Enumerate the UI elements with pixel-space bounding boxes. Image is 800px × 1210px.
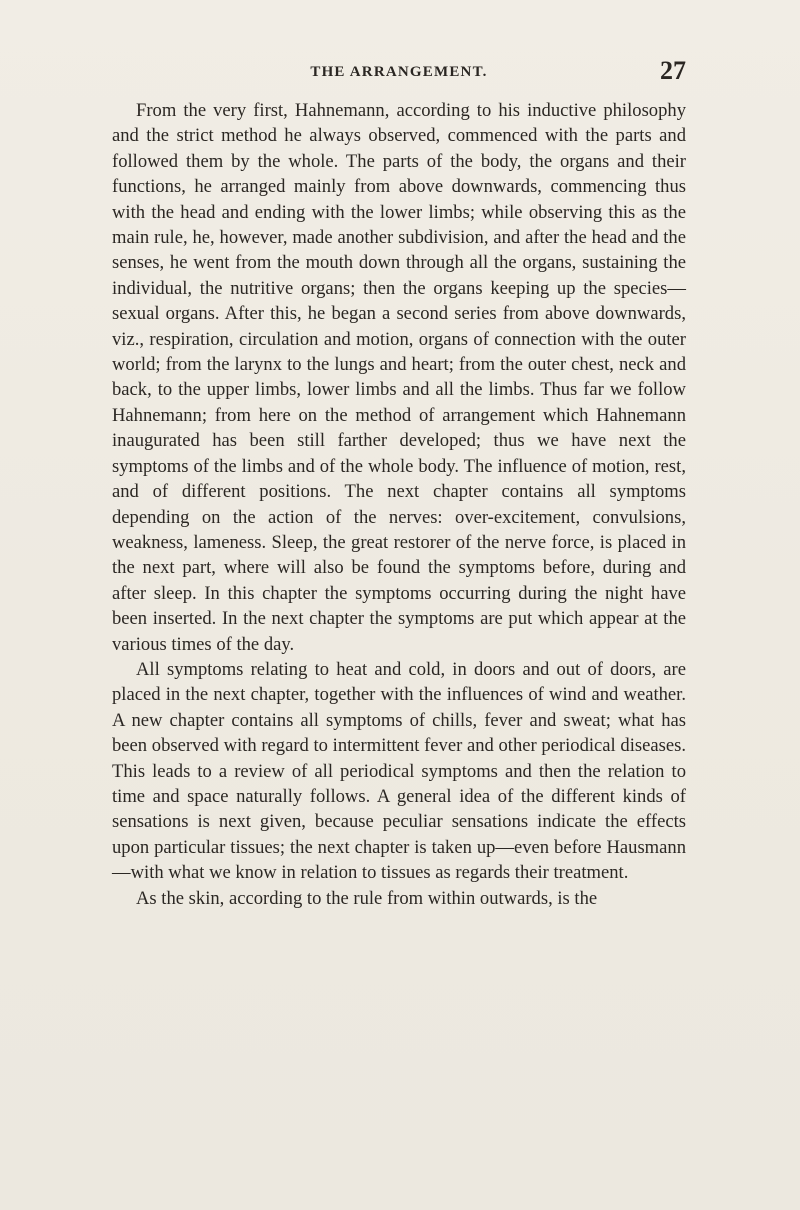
body-text xyxy=(112,98,686,911)
page-header xyxy=(112,56,686,88)
paragraph-3: As the skin, according to the rule from within outwards, is the xyxy=(136,887,598,909)
paragraph-1: From the very first, Hahnemann, according to his inductive philosophy and the strict method he always observed, commenced with the parts and followed them by the whole. The parts of the body, the organs and their functions, he arranged mainly from above downwards, commencing thus with the head and ending with the lower limbs; while observing this as the main rule, he, however, made another subdivision, and after the head and the senses, he went from the mouth down through all the organs, sustaining the individual, the nutritive organs; then the organs keeping up the species—sexual organs. After this, he began a second series from above downwards, viz., respiration, circulation and motion, organs of connection with the outer world; from the larynx to the lungs and heart; from the outer chest, neck and back, to the upper limbs, lower limbs and all the limbs. Thus far we follow Hahnemann; from here on the method of arrangement which Hahnemann inaugurated has been still farther developed; thus we have next the symptoms of the limbs and of the whole body. The influence of motion, rest, and of different positions. The next chapter contains all symptoms depending on the action of the nerves: over-excitement, convulsions, weakness, lameness. Sleep, the great restorer of the nerve force, is placed in the next part, where will also be found the symptoms before, during and after sleep. In this chapter the symptoms occurring during the night have been inserted. In the next chapter the symptoms are put which appear at the various times of the day. xyxy=(112,100,686,655)
running-head: THE ARRANGEMENT. xyxy=(310,64,488,80)
paragraph-2: All symptoms relating to heat and cold, in doors and out of doors, are placed in the next chapter, together with the influences of wind and weather. A new chapter contains all symptoms of chills, fever and sweat; what has been observed with regard to intermittent fever and other periodical diseases. This leads to a review of all periodical symptoms and then the relation to time and space naturally follows. A general idea of the different kinds of sensations is next given, because peculiar sensations indicate the effects upon particular tissues; the next chapter is taken up—even before Hausmann—with what we know in relation to tissues as regards their treatment. xyxy=(112,658,686,884)
page-number: 27 xyxy=(660,56,686,85)
